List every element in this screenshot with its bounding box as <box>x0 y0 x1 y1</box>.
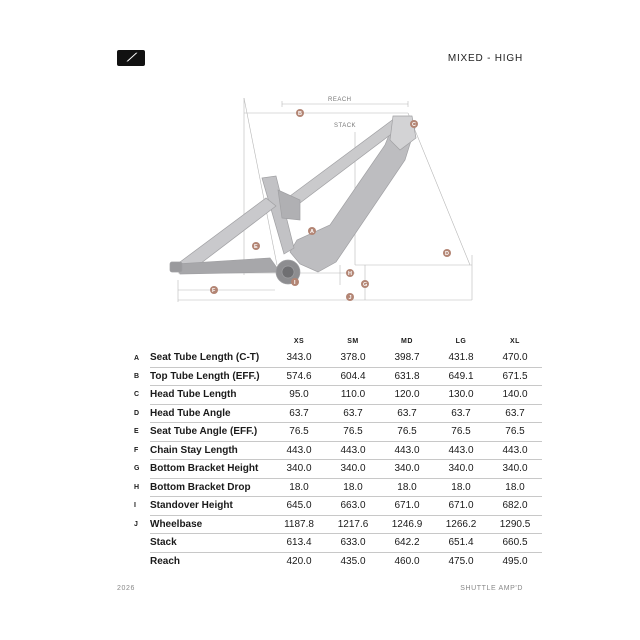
row-letter: F <box>134 446 139 454</box>
svg-text:D: D <box>445 251 449 257</box>
marker-i <box>291 278 299 286</box>
row-value: 110.0 <box>326 386 380 405</box>
row-value: 651.4 <box>434 534 488 553</box>
table-row <box>130 404 542 423</box>
row-value: 76.5 <box>488 423 542 442</box>
marker-a <box>308 227 316 235</box>
stack-label: STACK <box>334 123 357 129</box>
row-value: 63.7 <box>380 404 434 423</box>
row-value: 604.4 <box>326 367 380 386</box>
row-value: 1217.6 <box>326 515 380 534</box>
row-measurement-name: Wheelbase <box>150 515 272 534</box>
row-value: 76.5 <box>326 423 380 442</box>
svg-text:C: C <box>412 122 416 128</box>
row-measurement-name: Bottom Bracket Height <box>150 460 272 479</box>
row-value: 642.2 <box>380 534 434 553</box>
row-value: 431.8 <box>434 349 488 367</box>
row-value: 443.0 <box>434 441 488 460</box>
row-value: 633.0 <box>326 534 380 553</box>
row-value: 130.0 <box>434 386 488 405</box>
row-value: 1266.2 <box>434 515 488 534</box>
marker-b <box>296 109 304 117</box>
table-row <box>130 367 542 386</box>
row-value: 574.6 <box>272 367 326 386</box>
row-letter <box>130 552 150 570</box>
reach-label: REACH <box>328 97 352 103</box>
table-row <box>130 534 542 553</box>
size-header: LG <box>455 337 467 345</box>
row-value: 435.0 <box>340 555 366 567</box>
row-letter: D <box>134 409 140 417</box>
row-value: 340.0 <box>434 460 488 479</box>
row-value: 443.0 <box>326 441 380 460</box>
row-value: 95.0 <box>272 386 326 405</box>
row-value: 682.0 <box>488 497 542 516</box>
row-value: 443.0 <box>488 441 542 460</box>
brand-logo-icon: ⟋ <box>117 50 145 66</box>
row-value: 1290.5 <box>488 515 542 534</box>
row-value: 443.0 <box>380 441 434 460</box>
row-measurement-name: Top Tube Length (EFF.) <box>150 367 272 386</box>
table-row <box>130 386 542 405</box>
size-header-row <box>130 333 542 349</box>
row-value: 340.0 <box>272 460 326 479</box>
table-row <box>130 441 542 460</box>
row-value: 340.0 <box>380 460 434 479</box>
row-letter: E <box>134 428 139 436</box>
row-value: 120.0 <box>380 386 434 405</box>
row-letter: G <box>134 465 140 473</box>
row-value: 63.7 <box>326 404 380 423</box>
row-value: 18.0 <box>380 478 434 497</box>
row-value: 663.0 <box>326 497 380 516</box>
row-value: 343.0 <box>272 349 326 367</box>
row-value: 631.8 <box>380 367 434 386</box>
geometry-table <box>130 333 542 570</box>
table-row <box>130 552 542 570</box>
row-letter <box>130 534 150 553</box>
svg-text:B: B <box>298 111 302 117</box>
bike-frame <box>170 116 416 284</box>
svg-text:A: A <box>310 229 314 235</box>
row-value: 649.1 <box>434 367 488 386</box>
svg-text:G: G <box>363 282 368 288</box>
row-value: 420.0 <box>286 555 312 567</box>
row-letter: A <box>134 354 140 362</box>
row-measurement-name: Bottom Bracket Drop <box>150 478 272 497</box>
row-value: 140.0 <box>488 386 542 405</box>
row-value: 671.5 <box>488 367 542 386</box>
row-value: 378.0 <box>326 349 380 367</box>
row-measurement-name: Head Tube Length <box>150 386 272 405</box>
row-value: 495.0 <box>502 555 528 567</box>
row-value: 613.4 <box>272 534 326 553</box>
size-header: MD <box>401 337 413 345</box>
row-value: 645.0 <box>272 497 326 516</box>
row-value: 671.0 <box>380 497 434 516</box>
svg-text:I: I <box>294 280 296 286</box>
row-letter: B <box>134 372 140 380</box>
row-measurement-name: Seat Tube Length (C-T) <box>150 349 272 367</box>
row-value: 18.0 <box>488 478 542 497</box>
marker-d <box>443 249 451 257</box>
row-value: 18.0 <box>272 478 326 497</box>
row-value: 398.7 <box>380 349 434 367</box>
geometry-category: MIXED - HIGH <box>447 53 523 64</box>
row-measurement-name: Chain Stay Length <box>150 441 272 460</box>
row-letter: I <box>134 502 136 510</box>
footer-model: SHUTTLE AMP'D <box>460 585 523 592</box>
row-value: 18.0 <box>434 478 488 497</box>
row-value: 671.0 <box>434 497 488 516</box>
row-value: 63.7 <box>434 404 488 423</box>
row-measurement-name: Standover Height <box>150 497 272 516</box>
row-value: 443.0 <box>272 441 326 460</box>
marker-h <box>346 269 354 277</box>
row-value: 76.5 <box>434 423 488 442</box>
svg-text:E: E <box>254 244 258 250</box>
table-row <box>130 478 542 497</box>
marker-c <box>410 120 418 128</box>
row-value: 340.0 <box>326 460 380 479</box>
size-header: XL <box>510 337 520 345</box>
row-value: 76.5 <box>380 423 434 442</box>
row-measurement-name: Head Tube Angle <box>150 404 272 423</box>
marker-e <box>252 242 260 250</box>
size-header: SM <box>347 337 359 345</box>
row-value: 63.7 <box>488 404 542 423</box>
row-measurement-name: Reach <box>150 555 181 567</box>
row-letter: H <box>134 483 140 491</box>
row-measurement-name: Seat Tube Angle (EFF.) <box>150 423 272 442</box>
row-value: 470.0 <box>488 349 542 367</box>
row-value: 340.0 <box>488 460 542 479</box>
row-value: 63.7 <box>272 404 326 423</box>
row-value: 76.5 <box>272 423 326 442</box>
svg-text:F: F <box>212 288 216 294</box>
marker-f <box>210 286 218 294</box>
row-value: 1246.9 <box>380 515 434 534</box>
table-row <box>130 423 542 442</box>
footer-year: 2026 <box>117 585 135 592</box>
table-row <box>130 349 542 367</box>
size-header: XS <box>293 337 305 345</box>
table-row <box>130 497 542 516</box>
row-value: 660.5 <box>488 534 542 553</box>
row-value: 18.0 <box>326 478 380 497</box>
table-row <box>130 460 542 479</box>
row-value: 460.0 <box>394 555 420 567</box>
row-value: 1187.8 <box>272 515 326 534</box>
svg-text:J: J <box>348 295 352 301</box>
row-letter: J <box>134 520 138 528</box>
marker-g <box>361 280 369 288</box>
row-value: 475.0 <box>448 555 474 567</box>
row-measurement-name: Stack <box>150 534 272 553</box>
row-letter: C <box>134 391 140 399</box>
table-row <box>130 515 542 534</box>
marker-j <box>346 293 354 301</box>
svg-text:H: H <box>348 271 352 277</box>
